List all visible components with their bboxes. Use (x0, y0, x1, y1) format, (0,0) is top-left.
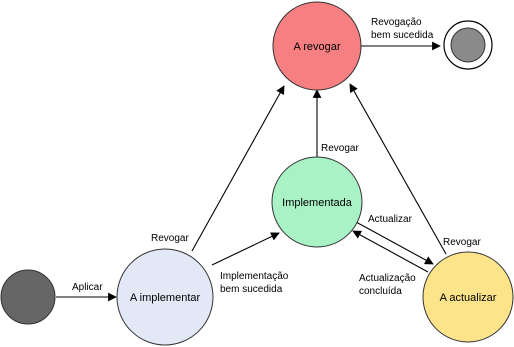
edge-actualizacao (353, 231, 428, 272)
label-revogar-implementada: Revogar (321, 143, 359, 154)
label-revogacao-line1: Revogação (371, 17, 422, 28)
label-revogar-actualizar: Revogar (443, 237, 481, 248)
state-a-actualizar-label: A actualizar (439, 292, 497, 304)
label-implementacao-line2: bem sucedida (220, 284, 283, 295)
label-implementacao-line1: Implementação (220, 271, 289, 282)
initial-state (1, 270, 55, 324)
label-actualizacao-line2: concluída (359, 286, 402, 297)
edge-revogar-from-actualizar (350, 84, 446, 254)
edge-revogar-from-implementar (192, 86, 284, 251)
state-implementada-label: Implementada (282, 197, 352, 209)
state-a-revogar-label: A revogar (293, 41, 341, 53)
state-a-implementar-label: A implementar (129, 292, 201, 304)
edge-implementacao (212, 233, 279, 265)
edge-actualizar (356, 222, 433, 264)
final-state-core (451, 28, 485, 62)
label-aplicar: Aplicar (72, 282, 103, 293)
label-revogacao-line2: bem sucedida (371, 30, 434, 41)
label-actualizacao-line1: Actualização (359, 273, 416, 284)
label-actualizar: Actualizar (368, 214, 412, 225)
label-revogar-implementar: Revogar (151, 233, 189, 244)
